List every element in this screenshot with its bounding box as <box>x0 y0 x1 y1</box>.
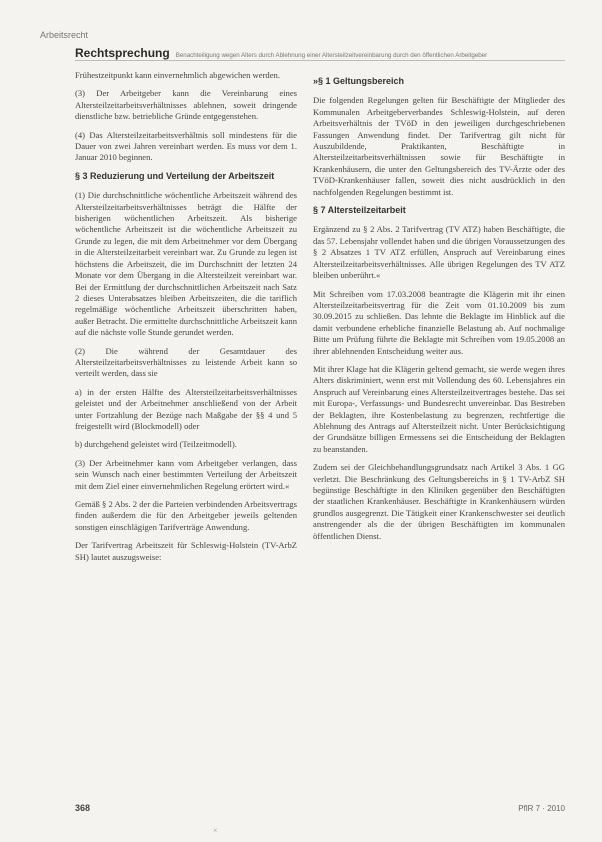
page-number: 368 <box>75 803 91 813</box>
paragraph: Zudem sei der Gleichbehandlungsgrundsatz nach Artikel 3 Abs. 1 GG verletzt. Die Beschränkung des Geltungsbereichs in § 1 TV-ArbZ SH begünstige Beschäftigte in den Kliniken gegenüber den Beschäftigten der staatlichen Krankenhäuser. Beschäftigte in Krankenhäusern würden grundlos ausgegrenzt. Die Tätigkeit einer Krankenschwester sei deutlich anstrengender als die der übrigen Beschäftigten im kommunalen öffentlichen Dienst. <box>313 462 565 541</box>
footer-mark: × <box>213 826 218 835</box>
paragraph: Ergänzend zu § 2 Abs. 2 Tarifvertrag (TV ATZ) haben Beschäftigte, die das 57. Lebensjahr vollendet haben und die übrigen Voraussetzungen des § 2 Absatzes 1 TV ATZ erfüllen, Anspruch auf Vereinbarung eines Altersteilzeitarbeitsverhältnisses. Alle übrigen Regelungen des TV ATZ bleiben unberührt.« <box>313 224 565 281</box>
paragraph: (2) Die während der Gesamtdauer des Altersteilzeitarbeitsverhältnisses zu leistende Arbeit kann so verteilt werden, dass sie <box>75 345 297 379</box>
paragraph: (1) Die durchschnittliche wöchentliche Arbeitszeit während des Altersteilzeitarbeitsverhältnisses beträgt die Hälfte der bisherigen wöchentlichen Arbeitszeit. Als bisherige wöchentliche Arbeitszeit ist die wöchentliche Arbeitszeit zu Grunde zu legen, die mit dem Arbeitnehmer vor dem Übergang in die Altersteilzeitarbeit vereinbart war. Zu Grunde zu legen ist höchstens die Arbeitszeit, die im Durchschnitt der letzten 24 Monate vor dem Übergang in die Altersteilzeit vereinbart war. Bei der Ermittlung der durchschnittlichen Arbeitszeit nach Satz 2 dieses Unterabsatzes bleiben Arbeitszeiten, die die tariflich regelmäßige wöchentliche Arbeitszeit überschritten haben, außer Betracht. Die ermittelte durchschnittliche Arbeitszeit kann auf die nächste volle Stunde gerundet werden. <box>75 190 297 338</box>
paragraph: Der Tarifvertrag Arbeitszeit für Schleswig-Holstein (TV-ArbZ SH) lautet auszugsweise: <box>75 540 297 562</box>
left-column <box>75 70 297 570</box>
paragraph: Frühestzeitpunkt kann einvernehmlich abgewichen werden. <box>75 70 280 80</box>
header-title: Rechtsprechung <box>75 46 170 60</box>
section-heading: § 7 Altersteilzeitarbeit <box>313 205 406 216</box>
paragraph: Mit Schreiben vom 17.03.2008 beantragte die Klägerin mit ihr einen Altersteilzeitarbeitsvertrag für die Zeit vom 01.10.2009 bis zum 30.09.2015 zu schließen. Das lehnte die Beklagte im Hinblick auf die damit verbundene erhebliche finanzielle Belastung ab. Auf nochmalige Bitte um Prüfung führte die Beklagte mit Schreiben vom 19.05.2008 an ihrer ablehnenden Entscheidung weiter aus. <box>313 288 565 356</box>
section-label: Arbeitsrecht <box>40 30 89 40</box>
header-subtitle: Benachteiligung wegen Alters durch Ablehnung einer Altersteilzeitvereinbarung durch den öffentlichen Arbeitgeber <box>175 52 488 59</box>
paragraph: (3) Der Arbeitnehmer kann vom Arbeitgeber verlangen, dass sein Wunsch nach einer bestimmten Verteilung der Arbeitszeit mit dem Ziel einer einvernehmlichen Regelung erörtert wird.« <box>75 457 297 491</box>
section-heading: »§ 1 Geltungsbereich <box>313 76 405 86</box>
paragraph: Die folgenden Regelungen gelten für Beschäftigte der Mitglieder des Kommunalen Arbeitgeberverbandes Schleswig-Holstein, auf deren Arbeitsverhältnis der TVöD in den jeweiligen durchgeschriebenen Fassungen Anwendung findet. Der Tarifvertrag gilt nicht für Auszubildende, Praktikanten, Beschäftigte in Altersteilzeitarbeitsverhältnissen sowie für Beschäftigte in Krankenhäusern, die unter den Geltungsbereich des TV-Ärzte oder des TVöD-Krankenhäuser fallen, soweit dies nicht ausdrücklich in den nachfolgenden Regelungen bestimmt ist. <box>313 95 565 197</box>
paragraph: b) durchgehend geleistet wird (Teilzeitmodell). <box>75 439 237 450</box>
paragraph: Mit ihrer Klage hat die Klägerin geltend gemacht, sie werde wegen ihres Alters diskriminiert, wenn erst mit Vollendung des 60. Lebensjahres ein Anspruch auf Vereinbarung eines Altersteilzeitvertrages bestehe. Das sei mit Europa-, Verfassungs- und Bundesrecht unvereinbar. Das Bestreben der Beklagten, ihre Kostenbelastung zu begrenzen, rechtfertige die Ablehnung des Antrags auf Altersteilzeit nicht. Unter Berücksichtigung der Grundsätze billigen Ermessens sei die Entscheidung der Beklagten zu beanstanden. <box>313 363 565 454</box>
right-column <box>313 70 565 549</box>
section-heading: § 3 Reduzierung und Verteilung der Arbeitszeit <box>75 170 275 181</box>
paragraph: (4) Das Altersteilzeitarbeitsverhältnis soll mindestens für die Dauer von zwei Jahren vereinbart werden. Es muss vor dem 1. Januar 2010 beginnen. <box>75 129 297 163</box>
paragraph: a) in der ersten Hälfte des Altersteilzeitarbeitsverhältnisses geleistet und der Arbeitnehmer anschließend von der Arbeit unter Fortzahlung der Bezüge nach Maßgabe der §§ 4 und 5 freigestellt wird (Blockmodell) oder <box>75 386 297 431</box>
paragraph: (3) Der Arbeitgeber kann die Vereinbarung eines Altersteilzeitarbeitsverhältnisses ablehnen, soweit dringende dienstliche bzw. betriebliche Gründe entgegenstehen. <box>75 88 297 122</box>
paragraph: Gemäß § 2 Abs. 2 der die Parteien verbindenden Arbeitsvertrags finden außerdem die für den Arbeitgeber jeweils geltenden sonstigen einschlägigen Tarifverträge Anwendung. <box>75 499 297 532</box>
header-divider <box>75 60 565 61</box>
issue-label: PflR 7 · 2010 <box>518 804 565 813</box>
